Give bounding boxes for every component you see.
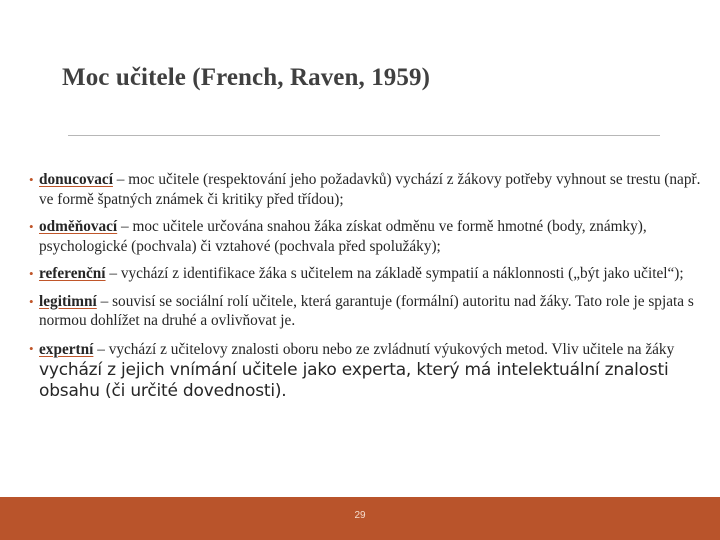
- bullet-icon: •: [29, 219, 34, 234]
- list-item-referencni: [29, 264, 708, 284]
- term-referencni: referenční: [39, 265, 106, 282]
- term-donucovaci: donucovací: [39, 171, 113, 188]
- footer-bar: [0, 497, 720, 540]
- term-expertni: expertní: [39, 340, 94, 358]
- item-text: – vychází z identifikace žáka s učitelem na základě sympatií a náklonnosti („být jako učitel“);: [105, 265, 684, 282]
- bullet-list: [29, 170, 708, 410]
- item-text: – souvisí se sociální rolí učitele, která garantuje (formální) autoritu nad žáky. Tato role je spjata s normou dohlížet na druhé a ovlivňovat je.: [39, 292, 694, 329]
- bullet-icon: •: [29, 266, 34, 281]
- list-item-expertni: [29, 339, 708, 402]
- bullet-icon: •: [29, 340, 34, 356]
- bullet-icon: •: [29, 293, 34, 309]
- term-legitimni: legitimní: [39, 292, 97, 310]
- list-item-odmenovaci: [29, 217, 708, 256]
- item-text: – moc učitele určována snahou žáka získat odměnu ve formě hmotné (body, známky), psychologické (pochvala) či vztahové (pochvala před spolužáky);: [39, 218, 647, 255]
- list-item-donucovaci: [29, 170, 708, 209]
- title-divider: [68, 135, 660, 136]
- slide-title: Moc učitele (French, Raven, 1959): [62, 64, 431, 91]
- item-text: – moc učitele (respektování jeho požadavků) vychází z žákovy potřeby vyhnout se trestu (např. ve formě špatných známek či kritiky před třídou);: [39, 171, 701, 208]
- item-text-tail: vychází z jejich vnímání učitele jako experta, který má intelektuální znalosti obsahu (či určité dovednosti).: [39, 359, 669, 401]
- list-item-legitimni: [29, 292, 708, 331]
- page-number: 29: [354, 510, 366, 521]
- item-text: – vychází z učitelovy znalosti oboru nebo ze zvládnutí výukových metod. Vliv učitele na žáky: [93, 340, 675, 358]
- term-odmenovaci: odměňovací: [39, 218, 118, 235]
- bullet-icon: •: [29, 172, 34, 187]
